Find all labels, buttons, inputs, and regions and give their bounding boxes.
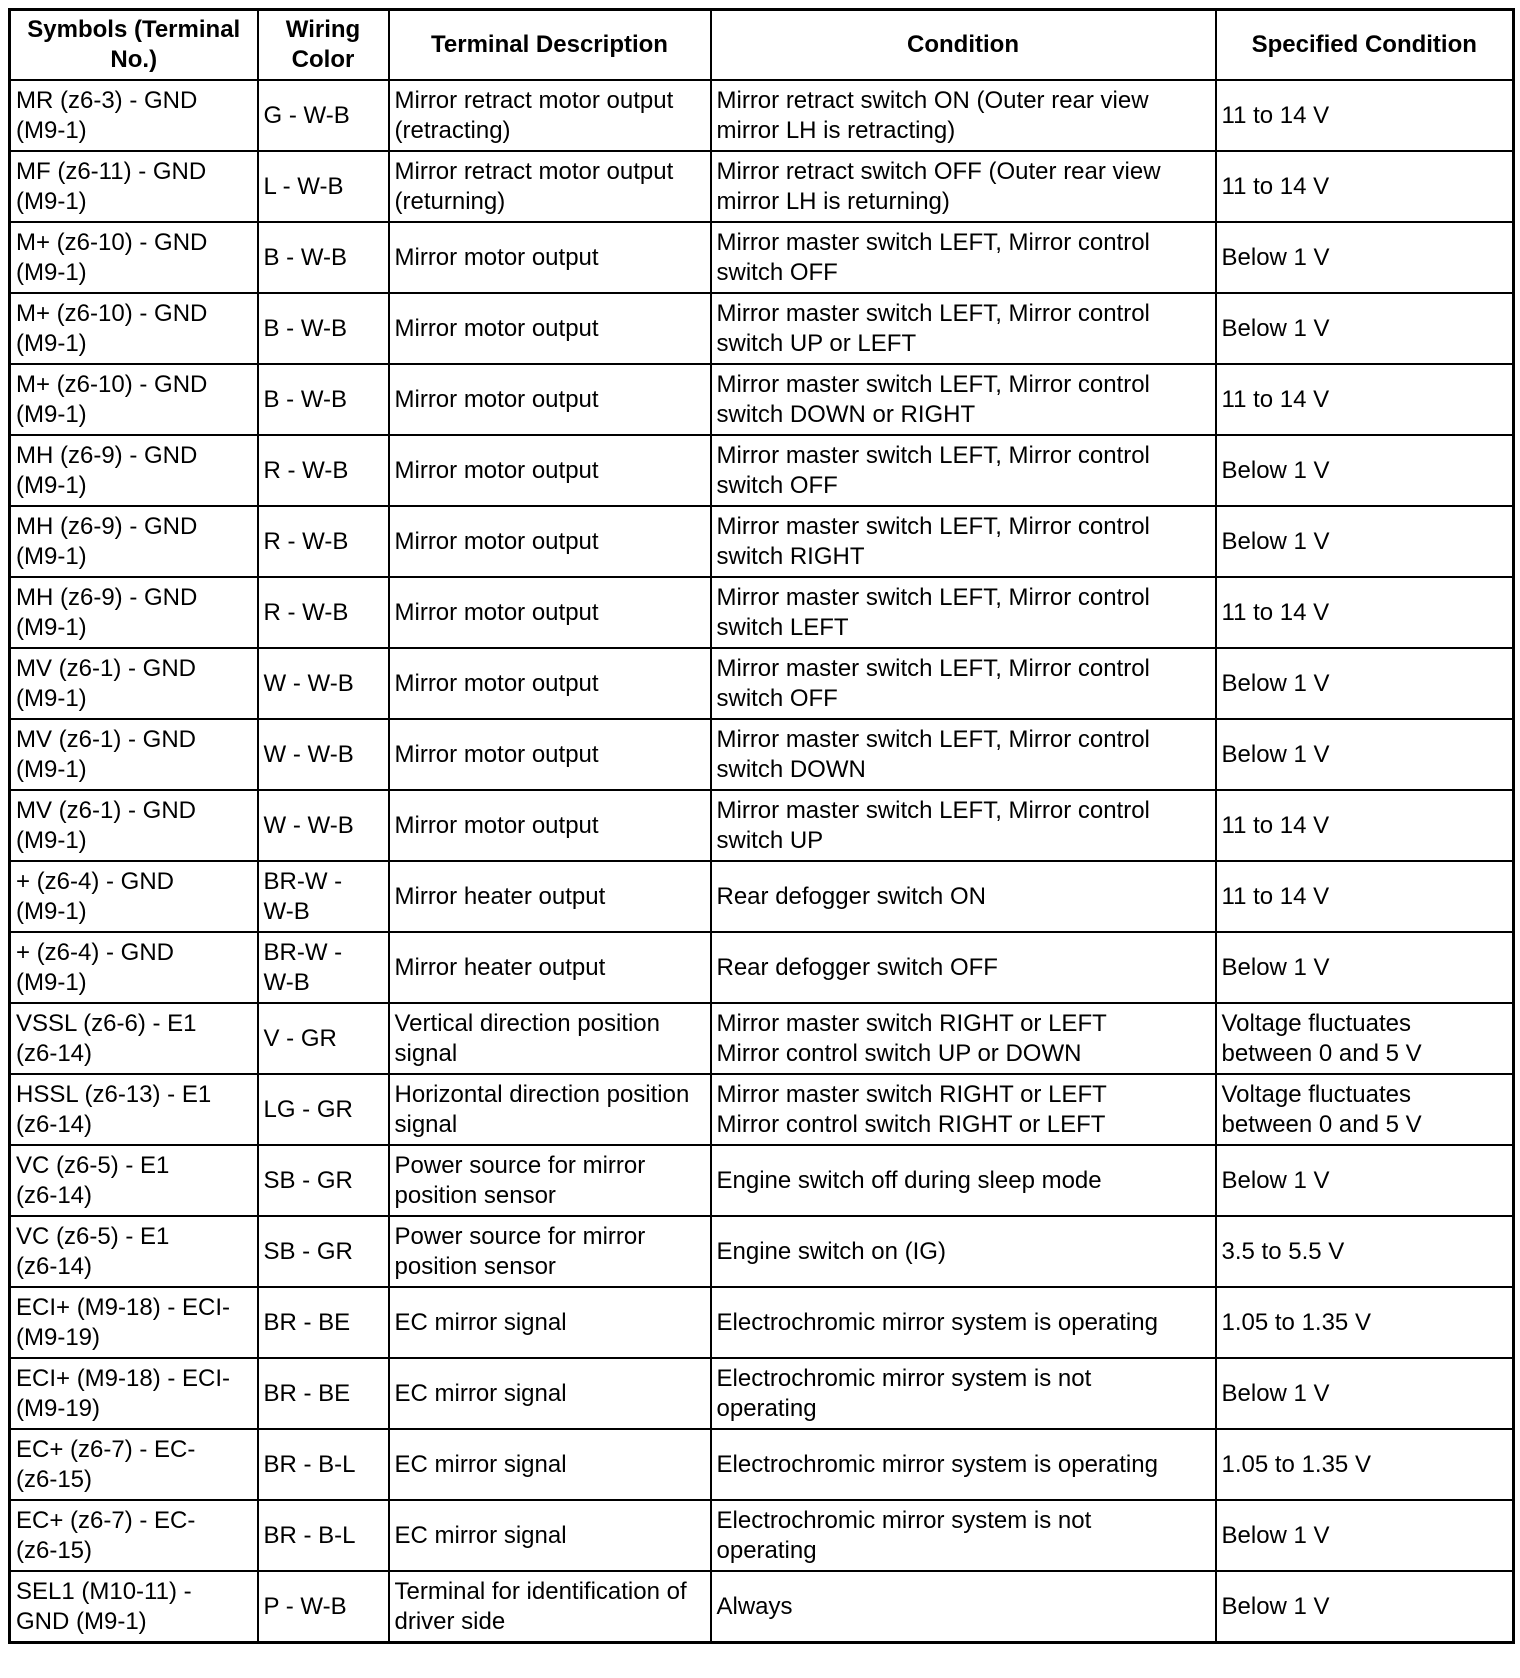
cell-condition: Mirror master switch LEFT, Mirror control switch OFF (711, 222, 1216, 293)
table-row (10, 719, 1514, 790)
cell-symbols: MV (z6-1) - GND (M9-1) (10, 648, 258, 719)
table-row (10, 293, 1514, 364)
cell-condition: Mirror master switch LEFT, Mirror control switch DOWN or RIGHT (711, 364, 1216, 435)
cell-symbols: MV (z6-1) - GND (M9-1) (10, 790, 258, 861)
cell-specified-condition: 1.05 to 1.35 V (1216, 1287, 1514, 1358)
cell-terminal-description: Horizontal direction position signal (389, 1074, 711, 1145)
cell-specified-condition: Below 1 V (1216, 719, 1514, 790)
cell-symbols: MF (z6-11) - GND (M9-1) (10, 151, 258, 222)
header-terminal-description: Terminal Description (389, 10, 711, 81)
cell-wiring-color: LG - GR (258, 1074, 389, 1145)
cell-symbols: + (z6-4) - GND (M9-1) (10, 932, 258, 1003)
cell-condition: Mirror master switch LEFT, Mirror control switch OFF (711, 435, 1216, 506)
cell-symbols: MH (z6-9) - GND (M9-1) (10, 577, 258, 648)
table-row (10, 1358, 1514, 1429)
cell-wiring-color: W - W-B (258, 719, 389, 790)
table-row (10, 1429, 1514, 1500)
cell-specified-condition: Below 1 V (1216, 222, 1514, 293)
cell-wiring-color: B - W-B (258, 293, 389, 364)
cell-wiring-color: B - W-B (258, 222, 389, 293)
cell-wiring-color: BR-W - W-B (258, 932, 389, 1003)
table-row (10, 80, 1514, 151)
cell-specified-condition: Below 1 V (1216, 1358, 1514, 1429)
cell-symbols: SEL1 (M10-11) - GND (M9-1) (10, 1571, 258, 1643)
cell-condition: Electrochromic mirror system is not operating (711, 1358, 1216, 1429)
table-body (10, 80, 1514, 1643)
table-row (10, 1074, 1514, 1145)
cell-terminal-description: Mirror retract motor output (returning) (389, 151, 711, 222)
header-symbols: Symbols (Terminal No.) (10, 10, 258, 81)
cell-wiring-color: BR-W - W-B (258, 861, 389, 932)
cell-symbols: VSSL (z6-6) - E1 (z6-14) (10, 1003, 258, 1074)
cell-condition: Mirror master switch LEFT, Mirror control switch LEFT (711, 577, 1216, 648)
cell-terminal-description: Mirror heater output (389, 861, 711, 932)
header-row (10, 10, 1514, 81)
table-row (10, 222, 1514, 293)
cell-terminal-description: Mirror heater output (389, 932, 711, 1003)
cell-specified-condition: Below 1 V (1216, 932, 1514, 1003)
cell-wiring-color: BR - BE (258, 1287, 389, 1358)
cell-specified-condition: Voltage fluctuates between 0 and 5 V (1216, 1074, 1514, 1145)
cell-specified-condition: Below 1 V (1216, 293, 1514, 364)
cell-specified-condition: 11 to 14 V (1216, 861, 1514, 932)
cell-wiring-color: V - GR (258, 1003, 389, 1074)
header-condition: Condition (711, 10, 1216, 81)
cell-condition: Electrochromic mirror system is operating (711, 1287, 1216, 1358)
cell-symbols: + (z6-4) - GND (M9-1) (10, 861, 258, 932)
cell-terminal-description: Mirror motor output (389, 790, 711, 861)
cell-condition: Mirror retract switch ON (Outer rear view mirror LH is retracting) (711, 80, 1216, 151)
cell-condition: Mirror master switch LEFT, Mirror control switch OFF (711, 648, 1216, 719)
cell-wiring-color: R - W-B (258, 577, 389, 648)
cell-wiring-color: SB - GR (258, 1216, 389, 1287)
cell-terminal-description: EC mirror signal (389, 1287, 711, 1358)
cell-condition: Engine switch off during sleep mode (711, 1145, 1216, 1216)
cell-wiring-color: L - W-B (258, 151, 389, 222)
cell-symbols: MH (z6-9) - GND (M9-1) (10, 506, 258, 577)
cell-specified-condition: 11 to 14 V (1216, 364, 1514, 435)
cell-terminal-description: EC mirror signal (389, 1358, 711, 1429)
table-row (10, 790, 1514, 861)
cell-symbols: HSSL (z6-13) - E1 (z6-14) (10, 1074, 258, 1145)
cell-specified-condition: 1.05 to 1.35 V (1216, 1429, 1514, 1500)
table-row (10, 932, 1514, 1003)
cell-specified-condition: Below 1 V (1216, 648, 1514, 719)
table-row (10, 1003, 1514, 1074)
cell-terminal-description: Mirror motor output (389, 506, 711, 577)
cell-wiring-color: R - W-B (258, 506, 389, 577)
cell-specified-condition: 11 to 14 V (1216, 577, 1514, 648)
cell-condition: Mirror master switch RIGHT or LEFT Mirror control switch RIGHT or LEFT (711, 1074, 1216, 1145)
cell-condition: Electrochromic mirror system is operating (711, 1429, 1216, 1500)
cell-terminal-description: EC mirror signal (389, 1429, 711, 1500)
cell-symbols: M+ (z6-10) - GND (M9-1) (10, 293, 258, 364)
header-wiring-color: Wiring Color (258, 10, 389, 81)
cell-terminal-description: Mirror motor output (389, 648, 711, 719)
cell-terminal-description: Vertical direction position signal (389, 1003, 711, 1074)
cell-condition: Mirror master switch LEFT, Mirror control switch RIGHT (711, 506, 1216, 577)
terminal-spec-table-container (8, 8, 1512, 1644)
cell-wiring-color: W - W-B (258, 648, 389, 719)
table-row (10, 435, 1514, 506)
table-row (10, 1216, 1514, 1287)
cell-specified-condition: 11 to 14 V (1216, 790, 1514, 861)
cell-terminal-description: Mirror motor output (389, 435, 711, 506)
cell-terminal-description: Terminal for identification of driver side (389, 1571, 711, 1643)
table-row (10, 151, 1514, 222)
table-row (10, 1287, 1514, 1358)
cell-specified-condition: Below 1 V (1216, 1500, 1514, 1571)
cell-condition: Mirror master switch RIGHT or LEFT Mirror control switch UP or DOWN (711, 1003, 1216, 1074)
cell-condition: Mirror retract switch OFF (Outer rear view mirror LH is returning) (711, 151, 1216, 222)
cell-condition: Mirror master switch LEFT, Mirror control switch UP (711, 790, 1216, 861)
table-row (10, 1500, 1514, 1571)
cell-condition: Rear defogger switch ON (711, 861, 1216, 932)
cell-symbols: M+ (z6-10) - GND (M9-1) (10, 364, 258, 435)
terminal-spec-table (8, 8, 1515, 1644)
header-specified-condition: Specified Condition (1216, 10, 1514, 81)
cell-wiring-color: R - W-B (258, 435, 389, 506)
cell-terminal-description: Mirror motor output (389, 364, 711, 435)
cell-wiring-color: G - W-B (258, 80, 389, 151)
cell-specified-condition: 3.5 to 5.5 V (1216, 1216, 1514, 1287)
cell-symbols: MR (z6-3) - GND (M9-1) (10, 80, 258, 151)
cell-terminal-description: Power source for mirror position sensor (389, 1216, 711, 1287)
cell-terminal-description: Power source for mirror position sensor (389, 1145, 711, 1216)
cell-specified-condition: Below 1 V (1216, 506, 1514, 577)
cell-wiring-color: BR - B-L (258, 1500, 389, 1571)
cell-condition: Rear defogger switch OFF (711, 932, 1216, 1003)
table-row (10, 1571, 1514, 1643)
cell-symbols: ECI+ (M9-18) - ECI- (M9-19) (10, 1287, 258, 1358)
cell-wiring-color: W - W-B (258, 790, 389, 861)
cell-condition: Always (711, 1571, 1216, 1643)
cell-wiring-color: BR - BE (258, 1358, 389, 1429)
cell-condition: Engine switch on (IG) (711, 1216, 1216, 1287)
cell-specified-condition: 11 to 14 V (1216, 151, 1514, 222)
cell-specified-condition: Below 1 V (1216, 1571, 1514, 1643)
table-row (10, 577, 1514, 648)
cell-symbols: EC+ (z6-7) - EC- (z6-15) (10, 1500, 258, 1571)
cell-specified-condition: 11 to 14 V (1216, 80, 1514, 151)
table-row (10, 506, 1514, 577)
cell-symbols: VC (z6-5) - E1 (z6-14) (10, 1145, 258, 1216)
cell-wiring-color: BR - B-L (258, 1429, 389, 1500)
table-row (10, 364, 1514, 435)
table-row (10, 648, 1514, 719)
cell-terminal-description: Mirror retract motor output (retracting) (389, 80, 711, 151)
cell-wiring-color: B - W-B (258, 364, 389, 435)
cell-symbols: ECI+ (M9-18) - ECI- (M9-19) (10, 1358, 258, 1429)
cell-symbols: MH (z6-9) - GND (M9-1) (10, 435, 258, 506)
cell-condition: Electrochromic mirror system is not operating (711, 1500, 1216, 1571)
cell-terminal-description: Mirror motor output (389, 293, 711, 364)
cell-terminal-description: EC mirror signal (389, 1500, 711, 1571)
table-row (10, 1145, 1514, 1216)
cell-terminal-description: Mirror motor output (389, 577, 711, 648)
cell-wiring-color: SB - GR (258, 1145, 389, 1216)
cell-terminal-description: Mirror motor output (389, 719, 711, 790)
cell-specified-condition: Below 1 V (1216, 1145, 1514, 1216)
cell-condition: Mirror master switch LEFT, Mirror control switch UP or LEFT (711, 293, 1216, 364)
cell-specified-condition: Below 1 V (1216, 435, 1514, 506)
cell-specified-condition: Voltage fluctuates between 0 and 5 V (1216, 1003, 1514, 1074)
cell-symbols: MV (z6-1) - GND (M9-1) (10, 719, 258, 790)
cell-condition: Mirror master switch LEFT, Mirror control switch DOWN (711, 719, 1216, 790)
cell-symbols: EC+ (z6-7) - EC- (z6-15) (10, 1429, 258, 1500)
table-row (10, 861, 1514, 932)
cell-symbols: M+ (z6-10) - GND (M9-1) (10, 222, 258, 293)
cell-wiring-color: P - W-B (258, 1571, 389, 1643)
cell-symbols: VC (z6-5) - E1 (z6-14) (10, 1216, 258, 1287)
cell-terminal-description: Mirror motor output (389, 222, 711, 293)
